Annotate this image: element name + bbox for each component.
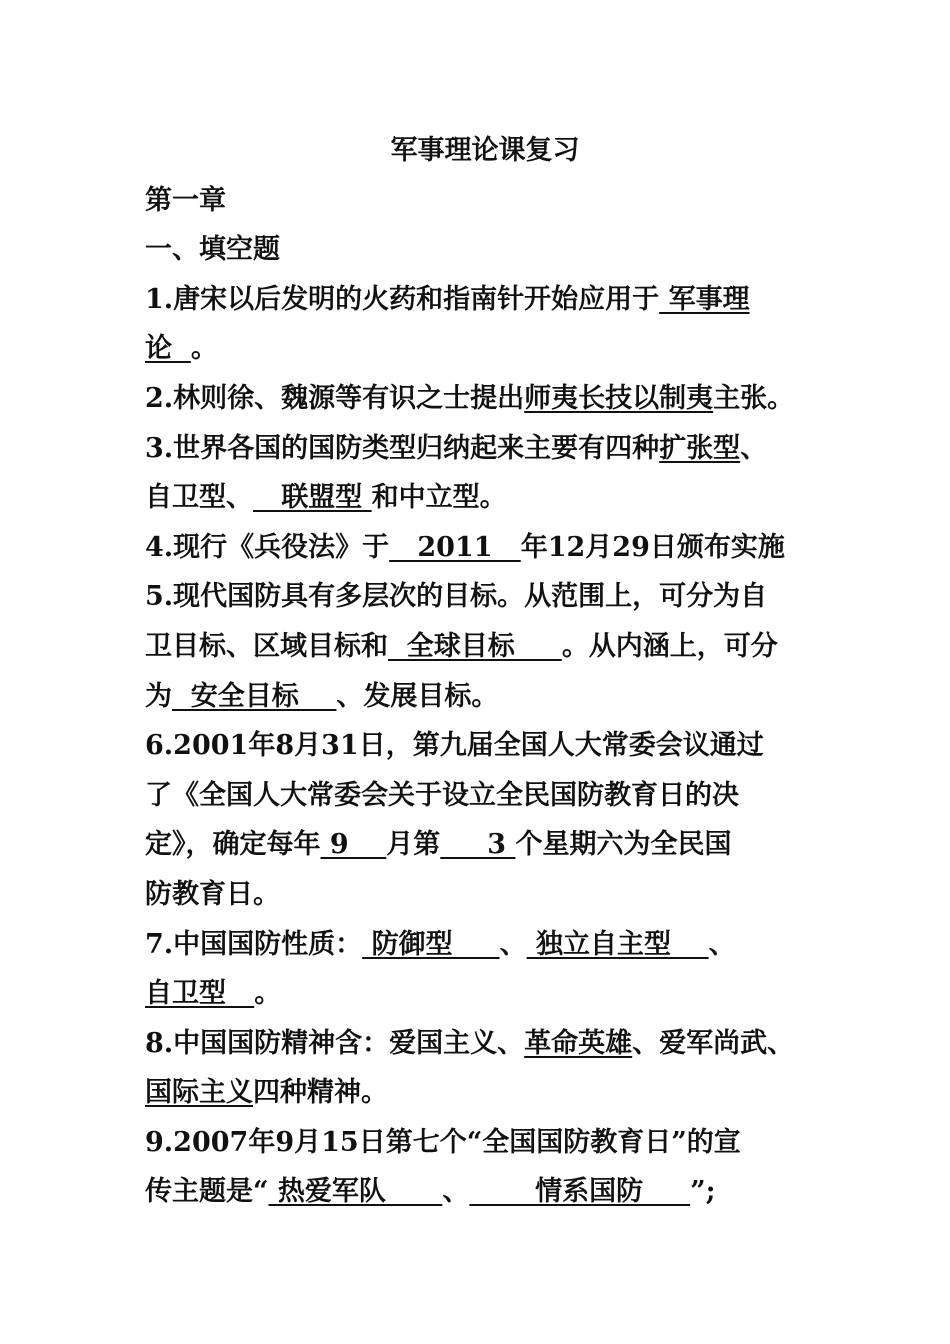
question-text: 年12月29日颁布实施 [520,531,785,563]
question-text: 6.2001年8月31日，第九届全国人大常委会议通过 [145,730,764,762]
question-list [145,275,825,1217]
question-text: 防教育日。 [145,878,280,910]
text-line [145,920,825,970]
text-line [145,275,825,325]
answer-blank: 防御型 [362,928,500,960]
text-line [145,424,825,474]
text-line [145,1019,825,1069]
question-text: 、 [442,1176,470,1208]
section-heading: 一、填空题 [145,234,280,266]
text-line [145,572,825,622]
question-text: 。从内涵上，可分 [561,630,778,662]
question-text: 为 [145,680,172,712]
chapter-heading: 第一章 [145,184,226,216]
text-line [145,473,825,523]
answer-blank: 国际主义 [145,1077,253,1109]
question-text: 四种精神。 [253,1077,388,1109]
question-text: 、 [740,432,768,464]
text-line [145,969,825,1019]
text-line [145,721,825,771]
text-line [145,1118,825,1168]
answer-blank: 独立自主型 [526,928,709,960]
question-text: 9.2007年9月15日第七个“全国国防教育日”的宣 [145,1126,741,1158]
answer-blank: 师夷长技以制夷 [524,382,714,414]
text-line [145,324,825,374]
question-text: 7.中国国防性质： [145,928,363,960]
answer-blank: 全球目标 [388,630,562,662]
answer-blank: 革命英雄 [524,1027,633,1059]
question-text: 了《全国人大常委会关于设立全民国防教育日的决 [145,779,739,811]
answer-blank: 联盟型 [253,482,372,514]
question-text: 传主题是“ [145,1176,269,1208]
text-line [145,1068,825,1118]
text-line [145,622,825,672]
answer-blank: 3 [440,829,516,861]
question-text: 、 [708,928,736,960]
text-line [145,820,825,870]
answer-blank: 2011 [389,531,521,563]
question-text: 。 [190,333,218,365]
text-line [145,374,825,424]
question-text: 1.唐宋以后发明的火药和指南针开始应用于 [145,283,660,315]
question-text: 、发展目标。 [336,680,499,712]
question-text: 卫目标、区域目标和 [145,630,388,662]
question-text: 和中立型。 [371,482,507,514]
question-text: 2.林则徐、魏源等有识之士提出 [145,382,525,414]
text-line [145,672,825,722]
answer-blank: 军事理 [659,283,750,315]
question-text: 定》，确定每年 [145,829,321,861]
question-text: 、爱军尚武、 [632,1027,795,1059]
question-text: 、 [499,928,527,960]
answer-blank: 自卫型 [145,978,255,1010]
text-line [145,870,825,920]
answer-blank: 扩张型 [659,432,741,464]
answer-blank: 9 [320,829,387,861]
question-text: 3.世界各国的国防类型归纳起来主要有四种 [145,432,660,464]
answer-blank: 论 [145,333,191,365]
text-line [145,771,825,821]
question-text: 个星期六为全民国 [515,829,732,861]
question-text: 自卫型、 [145,482,253,514]
question-text: ”; [690,1176,716,1208]
question-text: 5.现代国防具有多层次的目标。从范围上，可分为自 [145,581,768,613]
answer-blank: 情系国防 [469,1176,691,1208]
document-title: 军事理论课复习 [390,135,580,166]
question-text: 。 [254,978,282,1010]
answer-blank: 热爱军队 [268,1176,443,1208]
question-text: 8.中国国防精神含：爱国主义、 [145,1027,525,1059]
text-line [145,1167,825,1217]
document-page [145,126,825,1217]
question-text: 月第 [386,829,441,861]
question-text: 主张。 [713,382,795,414]
text-line [145,523,825,573]
question-text: 4.现行《兵役法》于 [145,531,390,563]
answer-blank: 安全目标 [172,680,337,712]
